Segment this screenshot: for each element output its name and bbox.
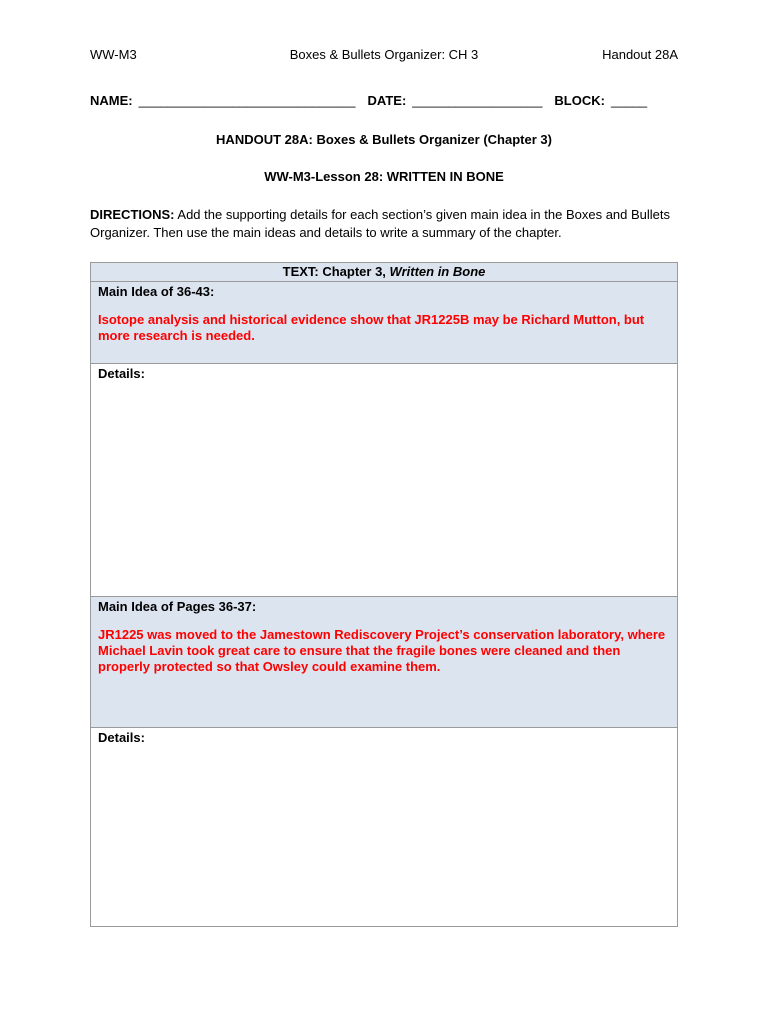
main-idea-label: Main Idea of 36-43: — [98, 284, 215, 299]
name-field[interactable]: ______________________________ — [138, 93, 356, 108]
lesson-title: WW-M3-Lesson 28: WRITTEN IN BONE — [264, 169, 504, 184]
organizer-text-header — [91, 263, 677, 282]
block-field[interactable]: _____ — [610, 93, 648, 108]
block-label: BLOCK: — [554, 93, 605, 108]
directions-label: DIRECTIONS: — [90, 207, 175, 222]
header-document-title: Boxes & Bullets Organizer: CH 3 — [289, 47, 479, 62]
details-box[interactable] — [91, 728, 677, 926]
main-idea-box[interactable] — [91, 282, 677, 364]
student-info-line — [90, 93, 678, 108]
main-idea-text: JR1225 was moved to the Jamestown Rediscovery Project’s conservation laboratory, where Michael Lavin took great care to ensure that the fragile bones were cleaned and then properly protected so that Owsley could examine them. — [98, 627, 666, 674]
header-course-code: WW-M3 — [90, 47, 137, 62]
text-prefix: TEXT: Chapter 3, — [282, 264, 390, 279]
text-book-title: Written in Bone — [389, 264, 486, 279]
directions-text: Add the supporting details for each section’s given main idea in the Boxes and Bullets Organizer. Then use the main ideas and details to write a summary of the chapter. — [90, 207, 671, 240]
header-handout-number: Handout 28A — [602, 47, 678, 62]
page-header — [90, 47, 678, 63]
main-idea-label: Main Idea of Pages 36-37: — [98, 599, 257, 614]
details-box[interactable] — [91, 364, 677, 597]
directions — [90, 206, 678, 242]
main-idea-text: Isotope analysis and historical evidence show that JR1225B may be Richard Mutton, but more research is needed. — [98, 312, 645, 343]
handout-title: HANDOUT 28A: Boxes & Bullets Organizer (Chapter 3) — [216, 132, 552, 147]
boxes-bullets-organizer — [90, 262, 678, 927]
details-label: Details: — [98, 730, 145, 745]
details-label: Details: — [98, 366, 145, 381]
name-label: NAME: — [90, 93, 133, 108]
date-label: DATE: — [367, 93, 407, 108]
date-field[interactable]: __________________ — [412, 93, 543, 108]
main-idea-box[interactable] — [91, 597, 677, 728]
